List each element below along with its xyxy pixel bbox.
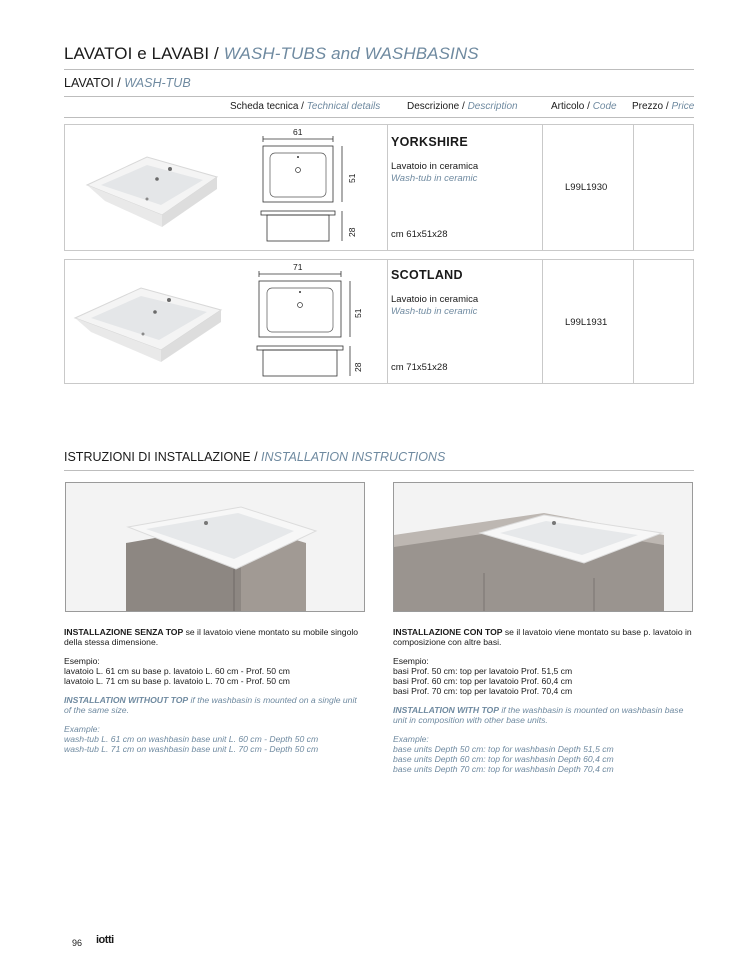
example-label: Example:	[393, 734, 429, 744]
desc-italian: Lavatoio in ceramica	[391, 294, 479, 305]
instruction-it	[64, 627, 364, 647]
photo-installation-with-top	[393, 482, 693, 612]
installation-title-en: INSTALLATION INSTRUCTIONS	[261, 450, 446, 464]
desc-english: Wash-tub in ceramic	[391, 306, 478, 317]
subtitle-divider	[64, 96, 694, 97]
example-label: Esempio:	[393, 656, 429, 666]
product-name: SCOTLAND	[391, 268, 463, 282]
instruction-en-text: if the washbasin is mounted on a single unit of the same size.	[64, 695, 357, 715]
subtitle-italian: LAVATOI /	[64, 76, 125, 90]
example-line: basi Prof. 60 cm: top per lavatoio Prof. 60,4 cm	[393, 676, 573, 686]
section-subtitle	[64, 76, 191, 90]
col-header-description	[407, 101, 518, 112]
instruction-it-text: se il lavatoio viene montato su mobile singolo della stessa dimensione.	[64, 627, 359, 647]
product-name: YORKSHIRE	[391, 135, 469, 149]
page-number: 96	[72, 938, 83, 948]
product-row	[64, 259, 694, 384]
cell-separator	[387, 125, 388, 250]
dim-height-label: 28	[347, 227, 357, 237]
brand-logo: iotti	[96, 934, 114, 946]
instruction-it	[393, 627, 693, 647]
product-description	[391, 294, 478, 318]
installation-divider	[64, 470, 694, 471]
cell-separator	[542, 125, 543, 250]
instruction-it-text: se il lavatoio viene montato su base p. lavatoio in composizione con altre basi.	[393, 627, 692, 647]
photo-without-top-illustration	[66, 483, 365, 612]
desc-english: Wash-tub in ceramic	[391, 173, 478, 184]
cell-separator	[633, 260, 634, 383]
product-photo-scotland	[69, 270, 229, 370]
instruction-it-bold: INSTALLAZIONE CON TOP	[393, 627, 503, 637]
instruction-en	[393, 705, 693, 725]
col-header-technical	[230, 101, 380, 112]
dim-depth-label: 51	[347, 173, 357, 183]
example-line: basi Prof. 70 cm: top per lavatoio Prof. 70,4 cm	[393, 686, 573, 696]
instruction-en-bold: INSTALLATION WITHOUT TOP	[64, 695, 189, 705]
title-italian: LAVATOI e LAVABI /	[64, 44, 224, 63]
example-line: base units Depth 50 cm: top for washbasin Depth 51,5 cm	[393, 744, 614, 754]
product-row	[64, 124, 694, 251]
cell-separator	[542, 260, 543, 383]
desc-italian: Lavatoio in ceramica	[391, 161, 479, 172]
example-en	[393, 734, 693, 774]
technical-drawing-yorkshire	[257, 133, 357, 251]
title-divider	[64, 69, 694, 70]
cell-separator	[387, 260, 388, 383]
dim-width-label: 71	[293, 262, 303, 272]
instruction-it-bold: INSTALLAZIONE SENZA TOP	[64, 627, 184, 637]
product-dimensions: cm 61x51x28	[391, 229, 448, 240]
header-divider	[64, 117, 694, 118]
example-label: Esempio:	[64, 656, 100, 666]
page-title	[64, 44, 479, 64]
cell-separator	[633, 125, 634, 250]
example-line: basi Prof. 50 cm: top per lavatoio Prof. 51,5 cm	[393, 666, 573, 676]
photo-with-top-illustration	[394, 483, 693, 612]
col-price-it: Prezzo /	[632, 101, 672, 112]
col-header-price	[632, 101, 694, 112]
example-line: lavatoio L. 61 cm su base p. lavatoio L. 60 cm - Prof. 50 cm	[64, 666, 290, 676]
product-dimensions: cm 71x51x28	[391, 362, 448, 373]
example-line: base units Depth 60 cm: top for washbasin Depth 60,4 cm	[393, 754, 614, 764]
title-english: WASH-TUBS and WASHBASINS	[223, 44, 479, 63]
col-desc-en: Description	[467, 101, 518, 112]
instruction-with-top	[393, 627, 693, 783]
product-photo-yorkshire	[77, 135, 227, 235]
dim-height-label: 28	[353, 362, 363, 372]
example-it	[393, 656, 693, 696]
subtitle-english: WASH-TUB	[124, 76, 191, 90]
product-code: L99L1930	[565, 182, 608, 193]
col-code-it: Articolo /	[551, 101, 593, 112]
instruction-en-bold: INSTALLATION WITH TOP	[393, 705, 499, 715]
product-description	[391, 161, 478, 185]
dim-depth-label: 51	[353, 308, 363, 318]
installation-title	[64, 450, 445, 464]
instruction-en-text: if the washbasin is mounted on washbasin base unit in composition with other base units.	[393, 705, 684, 725]
example-en	[64, 724, 364, 754]
col-desc-it: Descrizione /	[407, 101, 468, 112]
installation-title-it: ISTRUZIONI DI INSTALLAZIONE /	[64, 450, 262, 464]
col-tech-it: Scheda tecnica /	[230, 101, 307, 112]
example-line: lavatoio L. 71 cm su base p. lavatoio L. 70 cm - Prof. 50 cm	[64, 676, 290, 686]
product-code: L99L1931	[565, 317, 608, 328]
col-code-en: Code	[592, 101, 617, 112]
col-tech-en: Technical details	[306, 101, 381, 112]
col-price-en: Price	[671, 101, 695, 112]
instruction-without-top	[64, 627, 364, 763]
example-it	[64, 656, 364, 686]
example-label: Example:	[64, 724, 100, 734]
dim-width-label: 61	[293, 127, 303, 137]
example-line: wash-tub L. 61 cm on washbasin base unit L. 60 cm - Depth 50 cm	[64, 734, 319, 744]
photo-installation-without-top	[65, 482, 365, 612]
example-line: wash-tub L. 71 cm on washbasin base unit L. 70 cm - Depth 50 cm	[64, 744, 319, 754]
technical-drawing-scotland	[253, 268, 361, 384]
col-header-code	[551, 101, 617, 112]
instruction-en	[64, 695, 364, 715]
example-line: base units Depth 70 cm: top for washbasin Depth 70,4 cm	[393, 764, 614, 774]
